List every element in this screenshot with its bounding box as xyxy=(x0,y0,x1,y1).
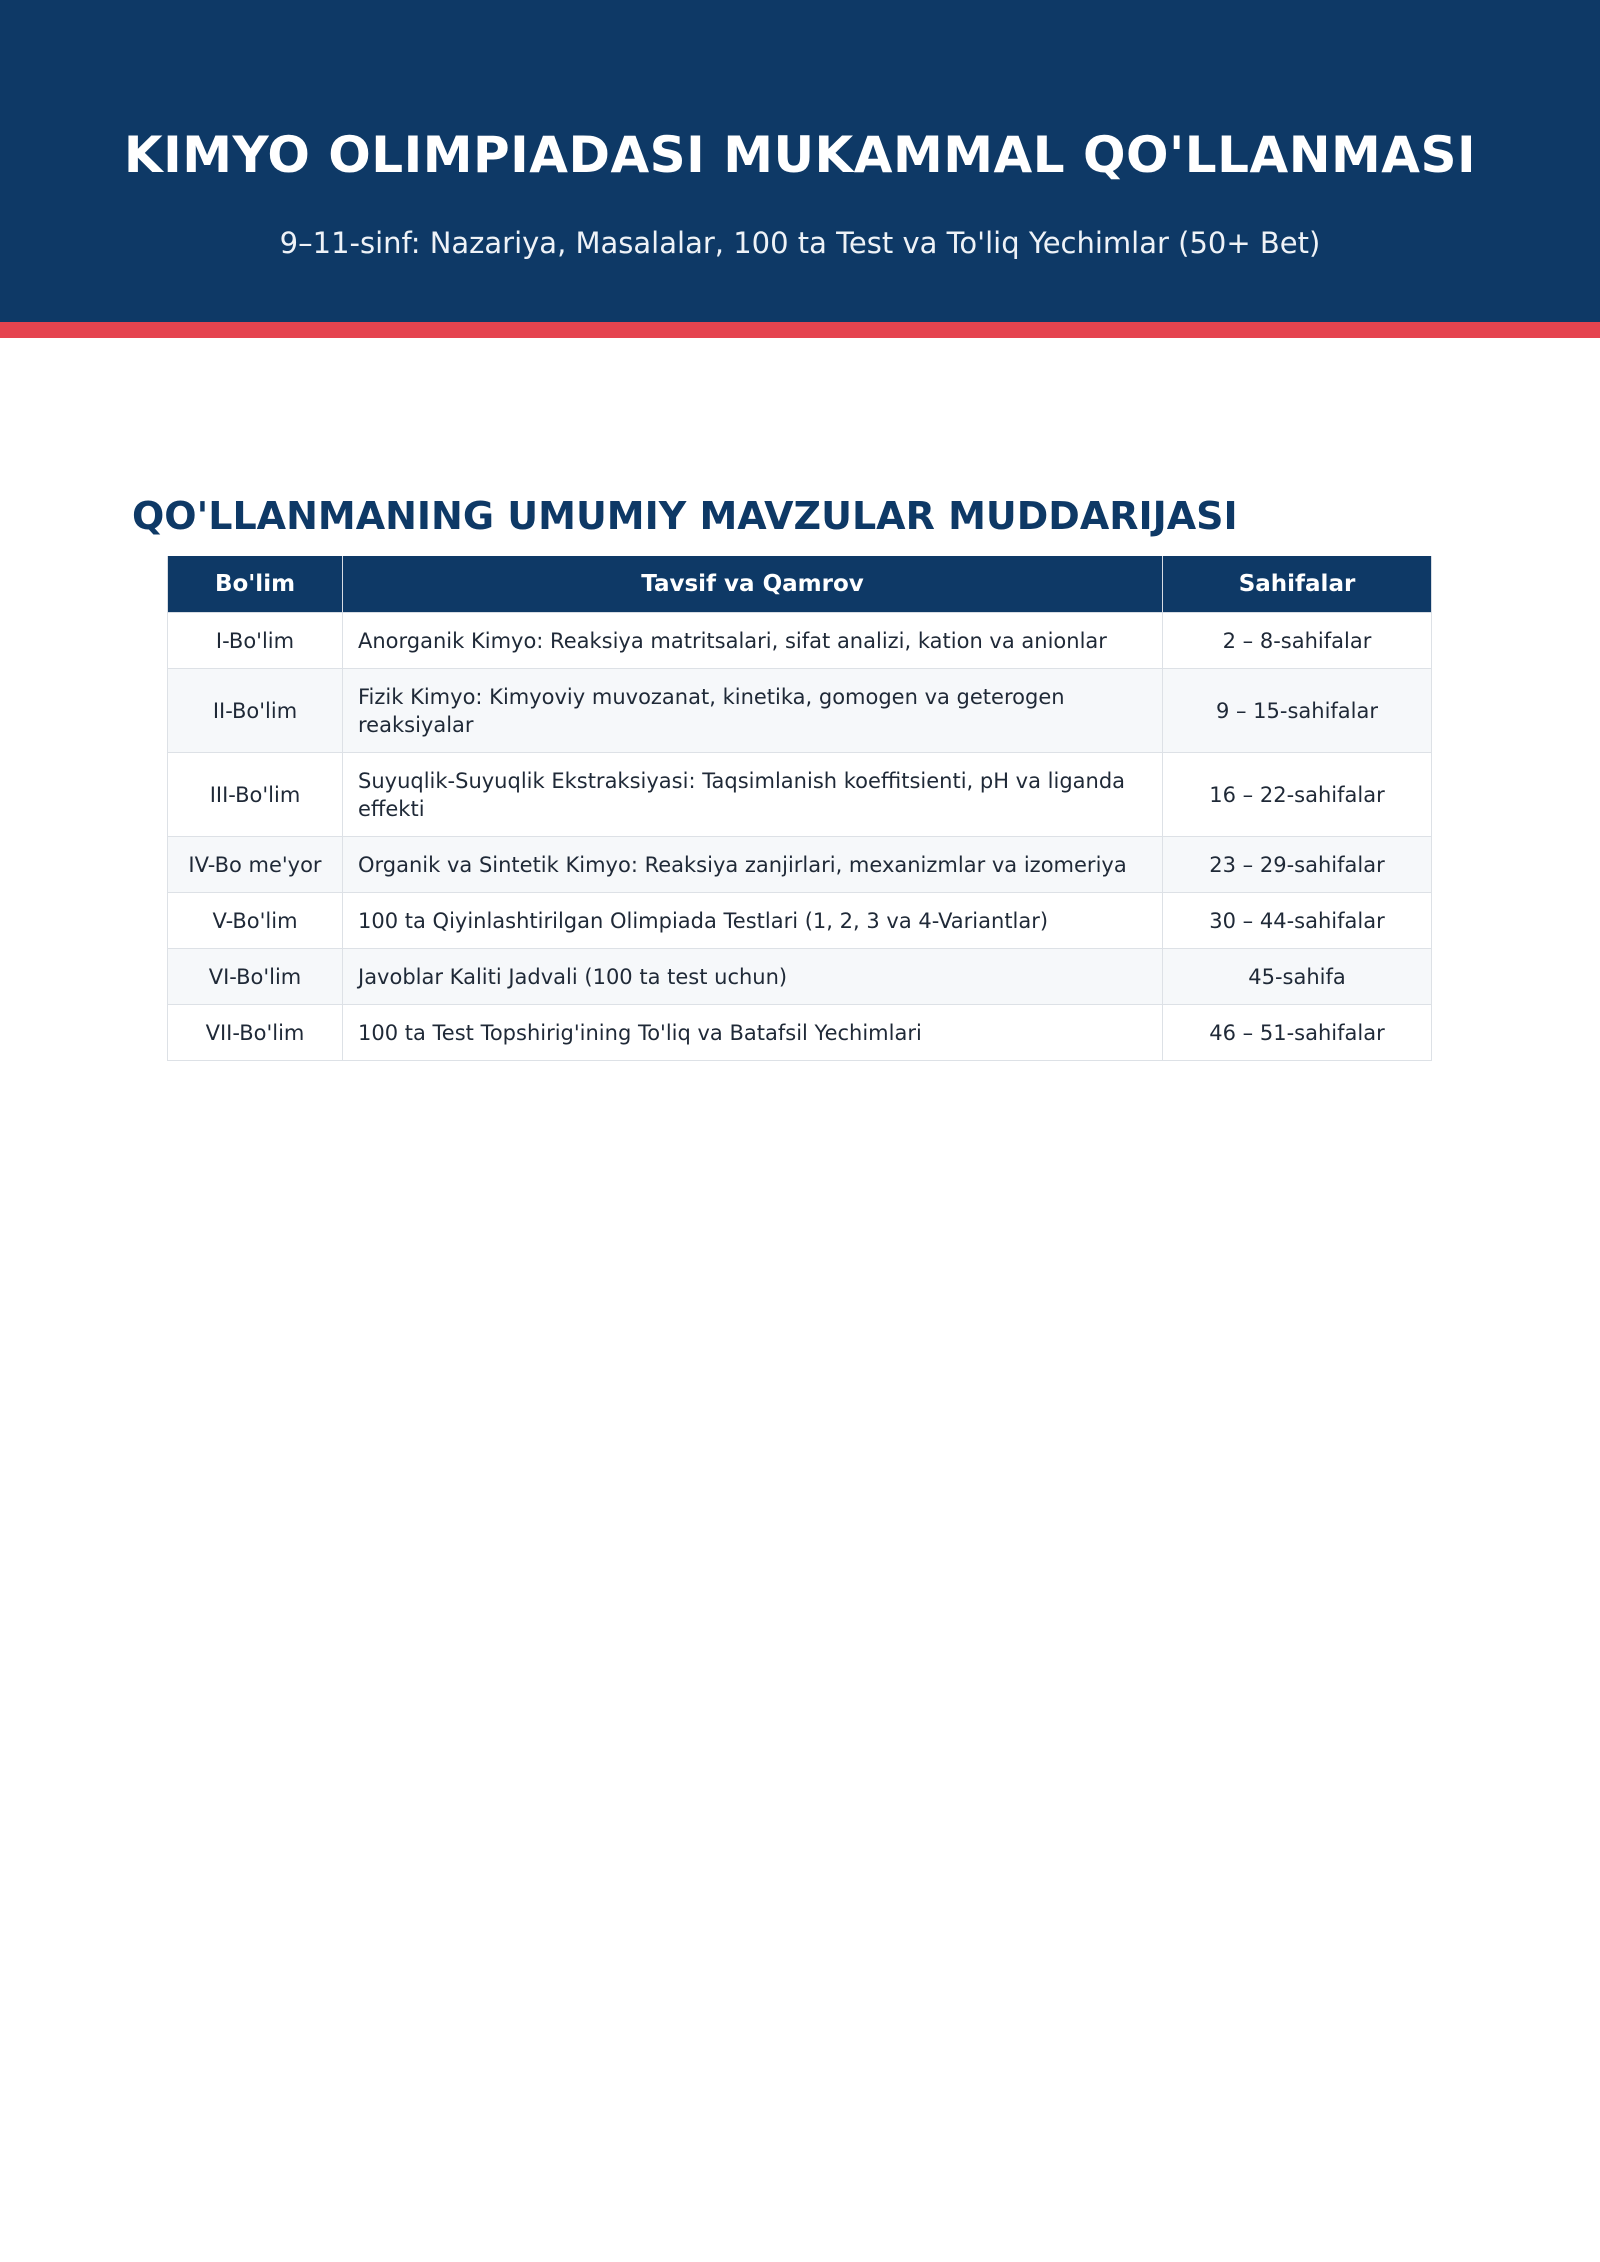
cell-pages: 45-sahifa xyxy=(1163,949,1432,1005)
cell-description: Organik va Sintetik Kimyo: Reaksiya zanjirlari, mexanizmlar va izomeriya xyxy=(343,837,1163,893)
document-header xyxy=(0,0,1600,322)
cell-description: 100 ta Qiyinlashtirilgan Olimpiada Testlari (1, 2, 3 va 4-Variantlar) xyxy=(343,893,1163,949)
column-header-pages: Sahifalar xyxy=(1163,556,1432,613)
document-title: KIMYO OLIMPIADASI MUKAMMAL QO'LLANMASI xyxy=(123,126,1477,184)
header-accent-stripe xyxy=(0,322,1600,338)
cell-part: I-Bo'lim xyxy=(168,613,343,669)
contents-table-header-row xyxy=(168,556,1432,613)
cell-pages: 16 – 22-sahifalar xyxy=(1163,753,1432,837)
cell-description: Suyuqlik-Suyuqlik Ekstraksiyasi: Taqsimlanish koeffitsienti, pH va liganda effekti xyxy=(343,753,1163,837)
table-row xyxy=(168,1005,1432,1061)
contents-table xyxy=(167,556,1432,1061)
table-row xyxy=(168,949,1432,1005)
cell-pages: 46 – 51-sahifalar xyxy=(1163,1005,1432,1061)
cell-description: Fizik Kimyo: Kimyoviy muvozanat, kinetika, gomogen va geterogen reaksiyalar xyxy=(343,669,1163,753)
table-row xyxy=(168,613,1432,669)
cell-part: VII-Bo'lim xyxy=(168,1005,343,1061)
contents-section-title: QO'LLANMANING UMUMIY MAVZULAR MUDDARIJASI xyxy=(132,494,1238,538)
table-row xyxy=(168,893,1432,949)
cell-part: IV-Bo me'yor xyxy=(168,837,343,893)
cell-part: VI-Bo'lim xyxy=(168,949,343,1005)
cell-pages: 2 – 8-sahifalar xyxy=(1163,613,1432,669)
cell-part: II-Bo'lim xyxy=(168,669,343,753)
column-header-part: Bo'lim xyxy=(168,556,343,613)
cell-description: 100 ta Test Topshirig'ining To'liq va Batafsil Yechimlari xyxy=(343,1005,1163,1061)
cell-pages: 30 – 44-sahifalar xyxy=(1163,893,1432,949)
cell-description: Anorganik Kimyo: Reaksiya matritsalari, sifat analizi, kation va anionlar xyxy=(343,613,1163,669)
cell-part: III-Bo'lim xyxy=(168,753,343,837)
cell-pages: 23 – 29-sahifalar xyxy=(1163,837,1432,893)
table-row xyxy=(168,837,1432,893)
cell-description: Javoblar Kaliti Jadvali (100 ta test uchun) xyxy=(343,949,1163,1005)
cell-part: V-Bo'lim xyxy=(168,893,343,949)
table-row xyxy=(168,753,1432,837)
cell-pages: 9 – 15-sahifalar xyxy=(1163,669,1432,753)
document-subtitle: 9–11-sinf: Nazariya, Masalalar, 100 ta Test va To'liq Yechimlar (50+ Bet) xyxy=(279,226,1321,260)
table-row xyxy=(168,669,1432,753)
column-header-description: Tavsif va Qamrov xyxy=(343,556,1163,613)
